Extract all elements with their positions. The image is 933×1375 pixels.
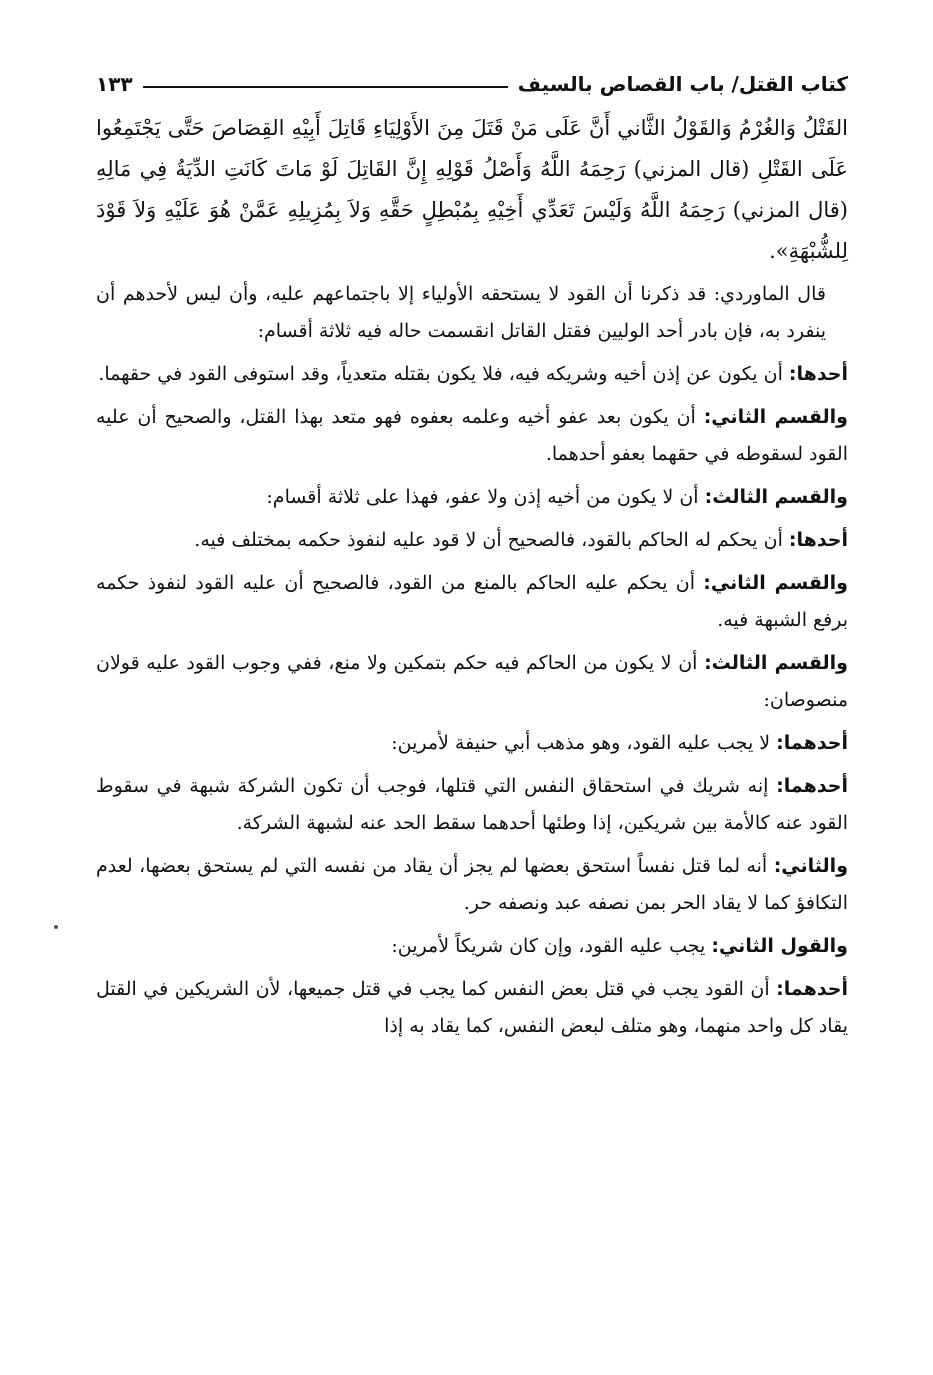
commentary-paragraph (96, 645, 848, 719)
commentary-paragraph (96, 399, 848, 473)
paragraph-lead: والقسم الثالث: (704, 486, 848, 508)
commentary-body (96, 276, 848, 1045)
paragraph-text: أنه لما قتل نفساً استحق بعضها لم يجز أن يقاد من نفسه التي لم يستحق بعضها، لعدم التكافؤ كما لا يقاد الحر بمن نصفه عبد ونصفه حر. (96, 855, 848, 914)
paragraph-lead: والقسم الثالث: (704, 652, 848, 674)
paragraph-text: أن القود يجب في قتل بعض النفس كما يجب في قتل جميعها، لأن الشريكين في القتل يقاد كل واحد منهما، وهو متلف لبعض النفس، كما يقاد به إذا (96, 978, 848, 1037)
paragraph-lead: أحدها: (788, 529, 848, 551)
commentary-paragraph (96, 971, 848, 1045)
commentary-paragraph (96, 522, 848, 559)
paragraph-text: أن لا يكون من أخيه إذن ولا عفو، فهذا على ثلاثة أقسام: (266, 486, 699, 508)
commentary-paragraph (96, 928, 848, 965)
paragraph-lead: والثاني: (773, 855, 849, 877)
paragraph-text: أن يحكم له الحاكم بالقود، فالصحيح أن لا قود عليه لنفوذ حكمه بمختلف فيه. (194, 529, 783, 551)
paragraph-text: يجب عليه القود، وإن كان شريكاً لأمرين: (391, 935, 706, 957)
commentary-paragraph (96, 848, 848, 922)
paragraph-lead: والقسم الثاني: (703, 572, 848, 594)
stray-ink-dot (54, 925, 58, 929)
mukhtasar-text: القَتْلُ وَالغُرْمُ وَالقَوْلُ الثَّاني أَنَّ عَلَى مَنْ قَتَلَ مِنَ الأَوْلِيَاءِ قَاتِلَ أَبِيْهِ القِصَاصَ حَتَّى يَجْتَمِعُوا عَلَى القَتْلِ (قال المزني) رَحِمَهُ اللَّهُ وَأَصْلُ قَوْلِهِ إِنَّ القَاتِلَ لَوْ مَاتَ كَانَتِ الدِّيَةُ فِي مَالِهِ (قال المزني) رَحِمَهُ اللَّهُ وَلَيْسَ تَعَدِّي أَخِيْهِ بِمُبْطِلٍ حَقَّهِ وَلاَ بِمُزِيلِهِ عَمَّنْ هُوَ عَلَيْهِ وَلاَ قَوْدَ لِلشُّبْهَةِ». (96, 116, 848, 263)
paragraph-text: أن يكون بعد عفو أخيه وعلمه بعفوه فهو متعد بهذا القتل، والصحيح أن عليه القود لسقوطه في حقهما بعفو أحدهما. (96, 406, 848, 465)
paragraph-lead: والقسم الثاني: (703, 406, 848, 428)
paragraph-lead: أحدهما: (776, 775, 848, 797)
commentary-paragraph (96, 356, 848, 393)
chapter-title: كتاب القتل/ باب القصاص بالسيف (517, 72, 848, 96)
running-header (96, 60, 848, 94)
paragraph-text: قال الماوردي: قد ذكرنا أن القود لا يستحقه الأولياء إلا باجتماعهم عليه، وأن ليس لأحدهم أن ينفرد به، فإن بادر أحد الوليين فقتل القاتل انقسمت حاله فيه ثلاثة أقسام: (96, 283, 826, 342)
commentary-paragraph (96, 565, 848, 639)
paragraph-lead: أحدهما: (776, 732, 848, 754)
paragraph-text: أن يحكم عليه الحاكم بالمنع من القود، فالصحيح أن عليه القود لنفوذ حكمه برفع الشبهة فيه. (96, 572, 848, 631)
paragraph-lead: أحدهما: (776, 978, 848, 1000)
paragraph-text: إنه شريك في استحقاق النفس التي قتلها، فوجب أن تكون الشركة شبهة في سقوط القود عنه كالأمة بين شريكين، إذا وطئها أحدهما سقط الحد عنه لشبهة الشركة. (96, 775, 848, 834)
header-rule (143, 86, 508, 88)
book-page (96, 60, 848, 1051)
page-number: ١٣٣ (96, 72, 133, 96)
commentary-paragraph (96, 276, 848, 350)
paragraph-text: أن لا يكون من الحاكم فيه حكم بتمكين ولا منع، ففي وجوب القود عليه قولان منصوصان: (96, 652, 848, 711)
commentary-paragraph (96, 768, 848, 842)
paragraph-text: أن يكون عن إذن أخيه وشريكه فيه، فلا يكون بقتله متعدياً، وقد استوفى القود في حقهما. (98, 363, 783, 385)
commentary-paragraph (96, 725, 848, 762)
commentary-paragraph (96, 479, 848, 516)
paragraph-text: لا يجب عليه القود، وهو مذهب أبي حنيفة لأمرين: (391, 732, 771, 754)
paragraph-lead: أحدها: (788, 363, 848, 385)
paragraph-lead: والقول الثاني: (711, 935, 848, 957)
